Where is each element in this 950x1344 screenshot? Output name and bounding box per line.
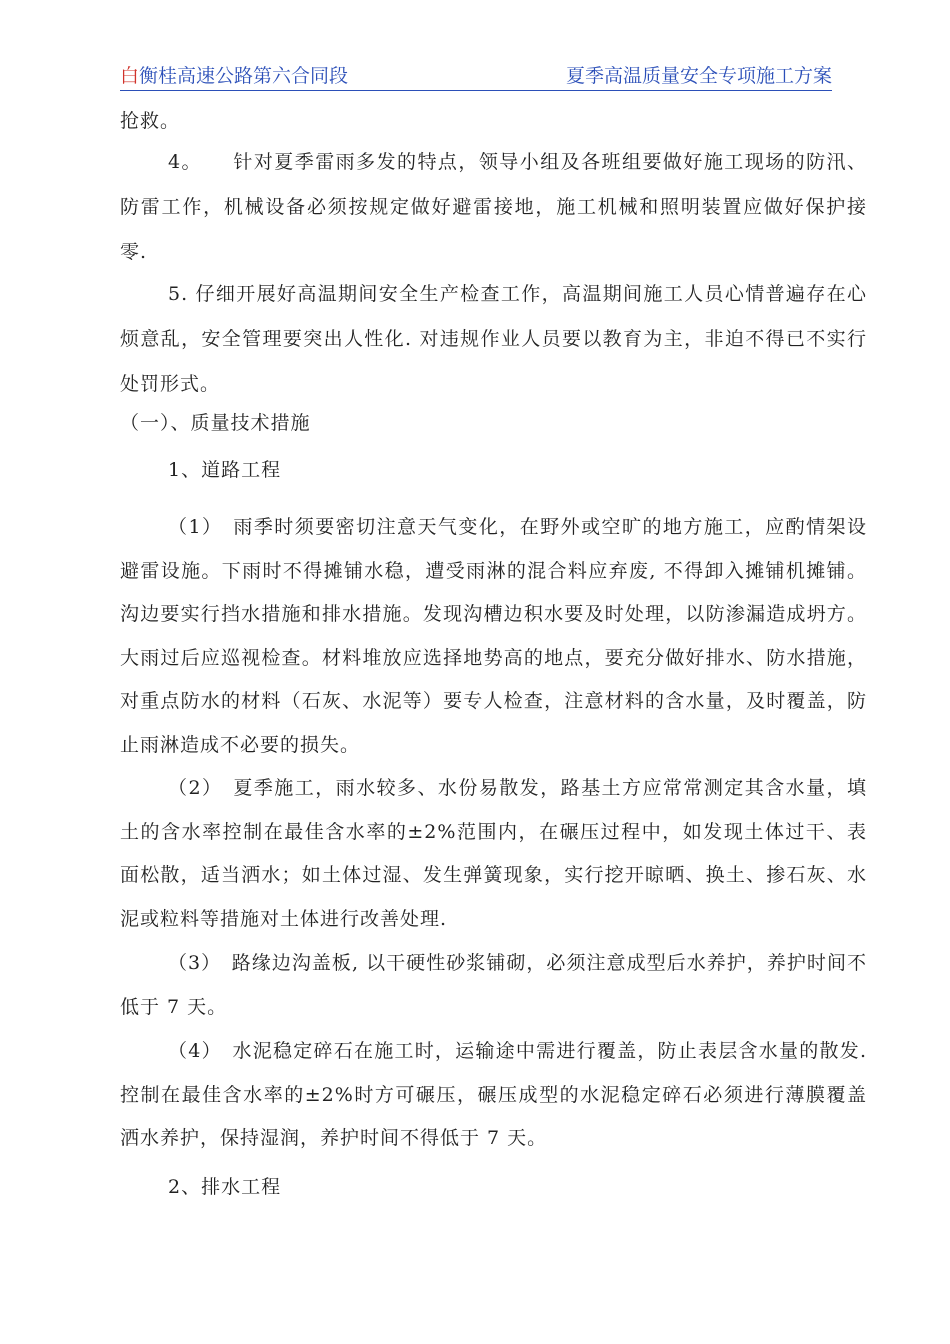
paragraph-continuation: 抢救。 — [120, 110, 181, 132]
header-project-name: 衡桂高速公路第六合同段 — [139, 65, 349, 87]
paragraph-item-5: 5. 仔细开展好高温期间安全生产检查工作，高温期间施工人员心情普遍存在心烦意乱，安全管理要突出人性化. 对违规作业人员要以教育为主，非迫不得已不实行处罚形式。 — [120, 283, 867, 395]
header-mark: 白 — [120, 65, 140, 87]
header-project-title — [120, 62, 348, 90]
paragraph-road-item-2: （2） 夏季施工，雨水较多、水份易散发，路基土方应常常测定其含水量，填土的含水率控制在最佳含水率的±2%范围内，在碾压过程中，如发现土体过干、表面松散，适当洒水；如土体过湿、发生弹簧现象，实行挖开晾晒、换土、掺石灰、水泥或粒料等措施对土体进行改善处理. — [120, 777, 867, 930]
paragraph-road-item-1: （1） 雨季时须要密切注意天气变化，在野外或空旷的地方施工，应酌情架设避雷设施。下雨时不得摊铺水稳，遭受雨淋的混合料应弃废, 不得卸入摊铺机摊铺。沟边要实行挡水措施和排水措施。发现沟槽边积水要及时处理，以防渗漏造成坍方。大雨过后应巡视检查。材料堆放应选择地势高的地点，要充分做好排水、防水措施，对重点防水的材料（石灰、水泥等）要专人检查，注意材料的含水量，及时覆盖，防止雨淋造成不必要的损失。 — [120, 516, 867, 756]
page-header — [120, 62, 832, 91]
header-document-title: 夏季高温质量安全专项施工方案 — [565, 65, 832, 87]
paragraph-item-4: 4。 针对夏季雷雨多发的特点，领导小组及各班组要做好施工现场的防汛、防雷工作，机械设备必须按规定做好避雷接地，施工机械和照明装置应做好保护接零. — [120, 151, 867, 263]
subsection-heading-drainage-works: 2、排水工程 — [168, 1176, 282, 1198]
paragraph-road-item-4: （4） 水泥稳定碎石在施工时，运输途中需进行覆盖，防止表层含水量的散发. 控制在最佳含水率的±2%时方可碾压，碾压成型的水泥稳定碎石必须进行薄膜覆盖洒水养护，保持湿润，养护时间不得低于 7 天。 — [120, 1040, 867, 1149]
paragraph-road-item-3: （3） 路缘边沟盖板, 以干硬性砂浆铺砌，必须注意成型后水养护，养护时间不低于 7 天。 — [120, 952, 867, 1018]
section-heading-quality-measures: （一）、质量技术措施 — [120, 412, 311, 434]
subsection-heading-road-works: 1、道路工程 — [168, 459, 282, 481]
